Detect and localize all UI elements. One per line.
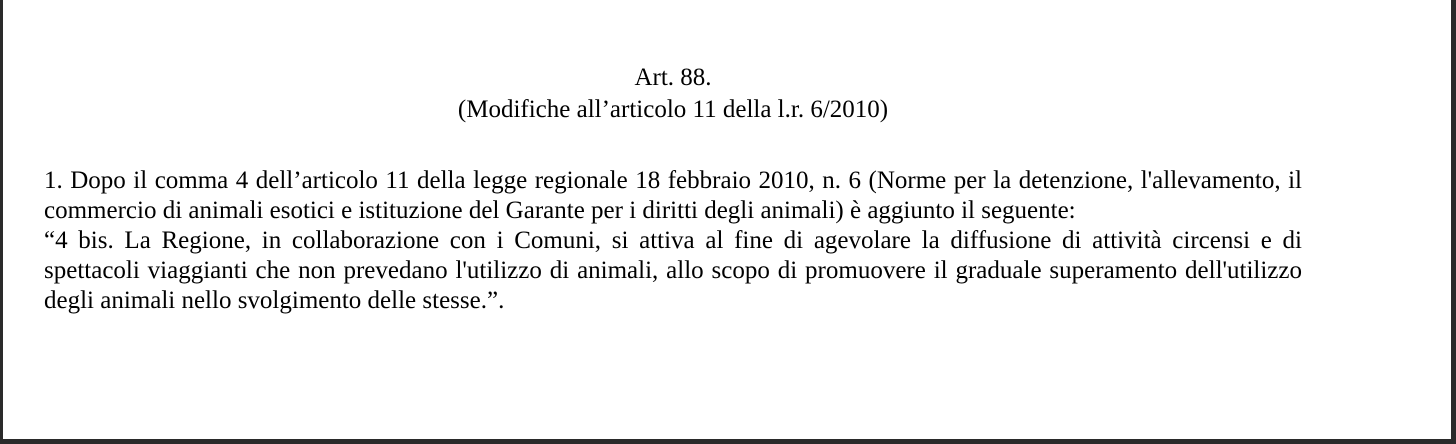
paragraph-2: “4 bis. La Regione, in collaborazione con i Comuni, si attiva al fine di agevolare la diffusione di attività circensi e di spettacoli viaggianti che non prevedano l'utilizzo di animali, allo scopo di promuovere il graduale superamento dell'utilizzo degli animali nello svolgimento delle stesse.”. bbox=[44, 227, 1302, 314]
article-heading bbox=[44, 62, 1302, 126]
article-block bbox=[44, 62, 1302, 316]
article-subtitle: (Modifiche all’articolo 11 della l.r. 6/2010) bbox=[457, 96, 889, 123]
article-number: Art. 88. bbox=[634, 64, 712, 91]
article-body bbox=[44, 166, 1302, 316]
paragraph-1: 1. Dopo il comma 4 dell’articolo 11 della legge regionale 18 febbraio 2010, n. 6 (Norme per la detenzione, l'allevamento, il commercio di animali esotici e istituzione del Garante per i diritti degli animali) è aggiunto il seguente: bbox=[44, 167, 1302, 224]
